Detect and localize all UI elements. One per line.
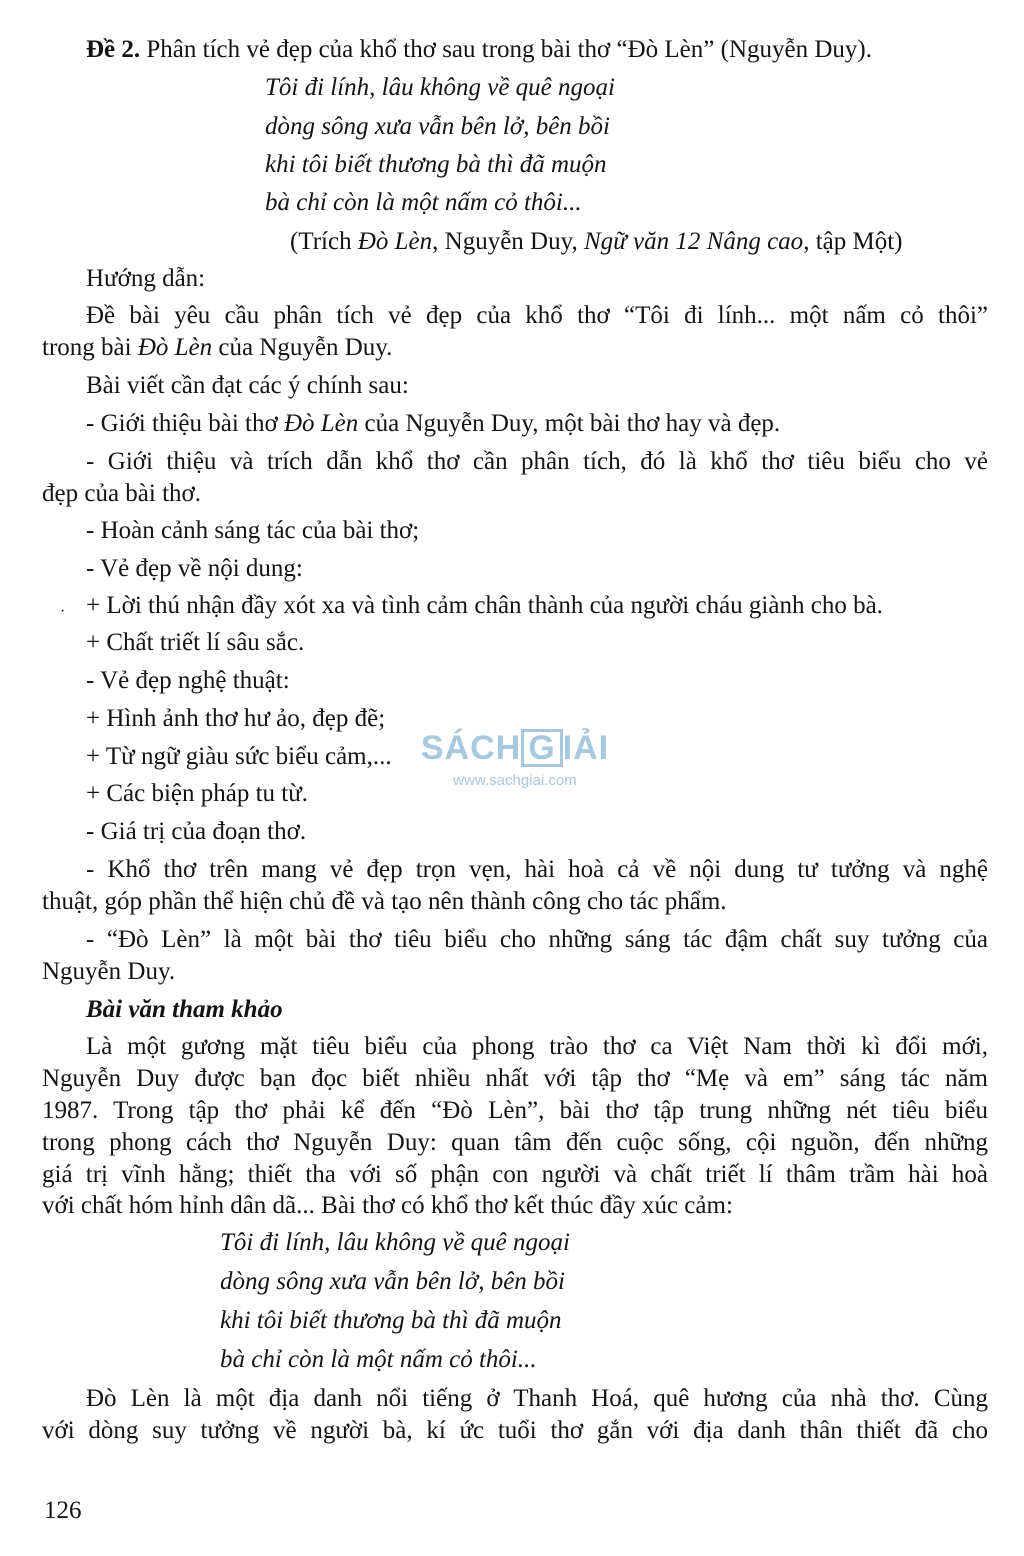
essay-heading: Bài văn tham khảo [86,996,283,1023]
watermark-logo [410,728,620,768]
guide-item-5b: + Từ ngữ giàu sức biểu cảm,... [86,743,392,770]
guide-item-5a: + Hình ảnh thơ hư ảo, đẹp đẽ; [86,705,386,732]
guide-needs: Bài viết cần đạt các ý chính sau: [86,372,409,399]
guide-item-4b: + Chất triết lí sâu sắc. [86,629,305,656]
item1-work: Đò Lèn [283,410,359,437]
poem-line-4: bà chỉ còn là một nấm cỏ thôi... [265,189,582,216]
essay-poem-line-2: dòng sông xưa vẫn bên lở, bên bồi [220,1268,565,1295]
source-mid: , Nguyễn Duy, [432,228,584,255]
item1-text-b: của Nguyễn Duy, một bài thơ hay và đẹp. [358,410,781,437]
intro-text-b: của Nguyễn Duy. [212,334,393,361]
intro-work: Đò Lèn [137,334,213,361]
guide-heading: Hướng dẫn: [86,265,206,292]
source-close: , tập Một) [803,228,903,255]
essay-p2-line-2: với dòng suy tưởng về người bà, kí ức tuổi thơ gắn với địa danh thân thiết đã cho [42,1417,988,1444]
essay-p1-line-6: với chất hóm hỉnh dân dã... Bài thơ có khổ thơ kết thúc đầy xúc cảm: [42,1192,733,1219]
guide-item-6: - Giá trị của đoạn thơ. [86,818,307,845]
guide-item-3: - Hoàn cảnh sáng tác của bài thơ; [86,517,420,544]
poem-line-1: Tôi đi lính, lâu không về quê ngoại [265,74,615,101]
guide-item-4: - Vẻ đẹp về nội dung: [86,555,303,582]
exercise-label: Đề 2. [86,36,141,63]
guide-item-7-line-1: - Khổ thơ trên mang vẻ đẹp trọn vẹn, hài hoà cả về nội dung tư tưởng và nghệ [86,856,988,883]
item1-text-a: - Giới thiệu bài thơ [86,410,284,437]
source-work: Đò Lèn [357,228,433,255]
essay-poem-line-4: bà chỉ còn là một nấm cỏ thôi... [220,1346,537,1373]
intro-text-a: trong bài [42,334,138,361]
guide-item-5c: + Các biện pháp tu từ. [86,780,309,807]
guide-item-8-line-1: - “Đò Lèn” là một bài thơ tiêu biểu cho những sáng tác đậm chất suy tưởng của [86,926,988,953]
essay-p1-line-5: giá trị vĩnh hằng; thiết tha với số phận con người và chất triết lí thâm trầm hài hoà [42,1161,988,1188]
exercise-text: Phân tích vẻ đẹp của khổ thơ sau trong bài thơ “Đò Lèn” (Nguyễn Duy). [146,36,872,63]
watermark-brand-a: SÁCH [420,729,522,767]
poem-line-2: dòng sông xưa vẫn bên lở, bên bồi [265,113,610,140]
watermark-brand-g: G [521,729,562,767]
essay-p1-line-3: 1987. Trong tập thơ phải kể đến “Đò Lèn”, bài thơ tập trung những nét tiêu biểu [42,1097,988,1124]
guide-item-7-line-2: thuật, góp phần thể hiện chủ đề và tạo nên thành công cho tác phẩm. [42,888,727,915]
guide-intro-line-1: Đề bài yêu cầu phân tích vẻ đẹp của khổ thơ “Tôi đi lính... một nấm cỏ thôi” [86,302,988,329]
page-number: 126 [44,1497,82,1524]
poem-line-3: khi tôi biết thương bà thì đã muộn [265,151,607,178]
essay-p1-line-4: trong phong cách thơ Nguyễn Duy: quan tâm đến cuộc sống, cội nguồn, đến những [42,1129,988,1156]
watermark [410,728,620,789]
poem-source [290,226,902,258]
source-open: (Trích [290,228,358,255]
watermark-brand-b: IẢI [562,729,610,767]
guide-item-8-line-2: Nguyễn Duy. [42,958,176,985]
guide-item-1 [86,408,780,440]
guide-item-4a: + Lời thú nhận đầy xót xa và tình cảm chân thành của người cháu giành cho bà. [86,592,883,619]
guide-item-5: - Vẻ đẹp nghệ thuật: [86,667,290,694]
essay-p1-line-1: Là một gương mặt tiêu biểu của phong trào thơ ca Việt Nam thời kì đổi mới, [86,1033,988,1060]
source-book: Ngữ văn 12 Nâng cao [584,228,804,255]
guide-item-2-line-1: - Giới thiệu và trích dẫn khổ thơ cần phân tích, đó là khổ thơ tiêu biểu cho vẻ [86,448,988,475]
essay-p2-line-1: Đò Lèn là một địa danh nổi tiếng ở Thanh Hoá, quê hương của nhà thơ. Cùng [86,1385,988,1412]
essay-poem-line-1: Tôi đi lính, lâu không về quê ngoại [220,1229,570,1256]
guide-intro-line-2 [42,332,392,364]
essay-poem-line-3: khi tôi biết thương bà thì đã muộn [220,1307,562,1334]
guide-item-2-line-2: đẹp của bài thơ. [42,480,201,507]
watermark-url: www.sachgiai.com [453,772,577,789]
essay-p1-line-2: Nguyễn Duy được bạn đọc biết nhiều nhất với tập thơ “Mẹ và em” sáng tác năm [42,1065,988,1092]
stray-mark: · [60,603,66,620]
exercise-prompt [86,34,872,66]
